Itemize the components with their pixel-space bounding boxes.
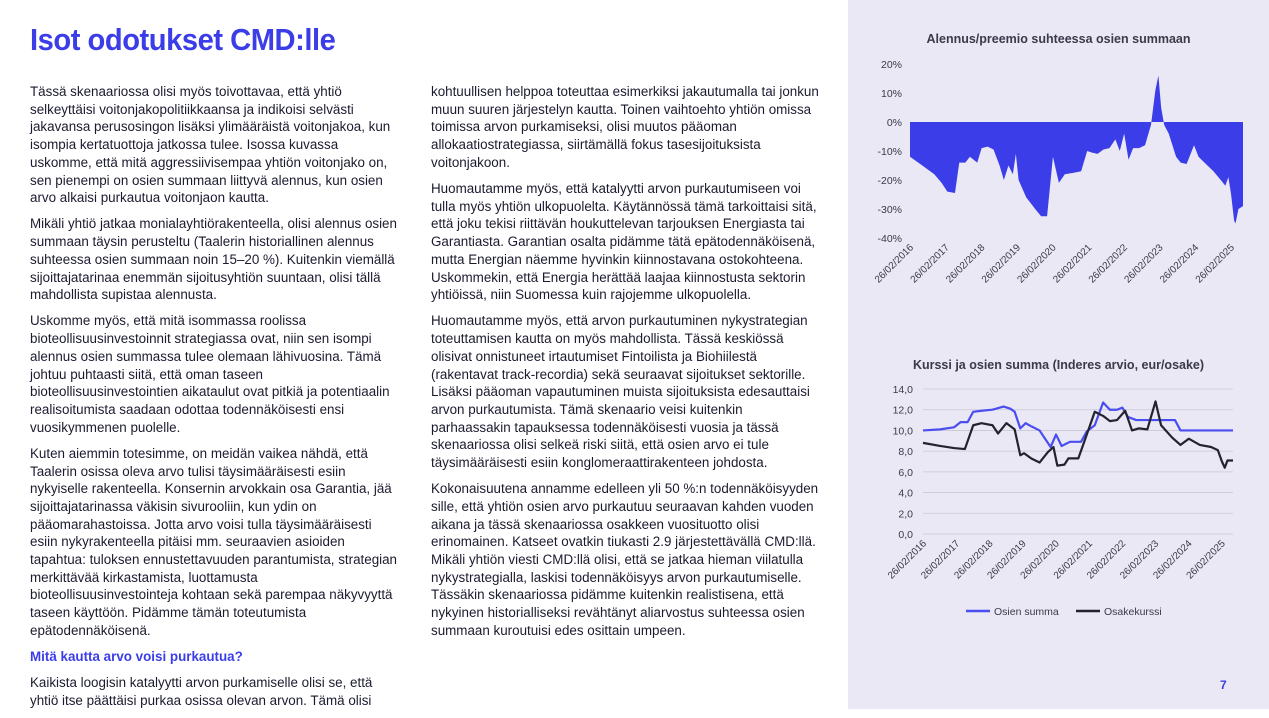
paragraph: Tässä skenaariossa olisi myös toivottavaa, että yhtiö selkeyttäisi voitonjakopolitiikkaansa ja indikoisi selvästi jakavansa perusosingon lisäksi ylimääräistä voitonjakoa, kun isompia kertatuottoja jatkossa tulee. Isossa kuvassa uskomme, että mitä aggressiivisempaa yhtiön voitonjako on, sen pienempi on osien summaan liittyvä alennus, kun osien arvo alkaisi purkautua voitonjaon kautta. [30,84,391,206]
x-tick-label: 26/02/2018 [944,242,988,286]
text-column-left [30,83,402,718]
x-tick-label: 26/02/2017 [908,242,952,286]
paragraph: Kuten aiemmin totesimme, on meidän vaikea nähdä, että Taalerin osissa oleva arvo tulisi täysimääräisesti esiin nykyiselle rakenteella. Konsernin arvokkain osa Garantia, jää sijoittajatarinassa väkisin sivurooliin, kun ydin on pääomarahastoissa. Jotta arvo voisi tulla täysimääräisesti esiin nykyrakenteella pitäisi mm. seuraavien asioiden tapahtua: tuloksen ennustettavuuden parantumista, strategian merkittävää kirkastamista, luottamusta bioteollisuusinvestointeja kohtaan sekä parempaa näkyvyyttä taseen käyttöön. Pidämme tämän toteutumista epätodennäköisenä. [30,445,398,638]
paragraph: Mikäli yhtiö jatkaa monialayhtiörakenteella, olisi alennus osien summaan täysin perusteltu (Taalerin historiallinen alennus suhteessa osien summaan noin 15–20 %). Kuitenkin viemällä sijoittajatarinaa enemmän sijoitusyhtiön suuntaan, olisi tällä mahdollista supistaa alennusta. [30,216,397,303]
paragraph: Kaikista loogisin katalyytti arvon purkamiselle olisi se, että yhtiö itse päättäisi purkaa osissa olevan arvon. Tämä olisi [30,674,373,708]
x-tick-label: 26/02/2025 [1184,538,1228,582]
x-tick-label: 26/02/2025 [1193,242,1237,286]
y-tick-label: -20% [877,175,902,187]
legend-label: Osakekurssi [1104,606,1162,618]
text-column-right [431,83,819,648]
y-tick-label: 14,0 [892,384,913,396]
x-tick-label: 26/02/2016 [872,242,917,286]
y-tick-label: 4,0 [898,487,913,500]
discount-area [910,76,1243,224]
page-number: 7 [1220,678,1227,692]
paragraph: kohtuullisen helppoa toteuttaa esimerkiksi jakautumalla tai jonkun muun suuren järjestelyn kautta. Toinen vaihtoehto yhtiön omissa toimissa arvon purkamiseksi, olisi muutos pääoman allokaatiostrategiassa, siirtämällä fokus tasesijoituksista voitonjakoon. [431,84,819,170]
x-tick-label: 26/02/2016 [885,538,930,582]
y-tick-label: 8,0 [898,446,913,459]
y-tick-label: 10,0 [892,425,913,438]
x-tick-label: 26/02/2020 [1015,242,1059,286]
y-tick-label: -30% [877,204,902,216]
share-price-line [923,401,1233,467]
page-title: Isot odotukset CMD:lle [30,22,336,57]
y-tick-label: 20% [880,59,902,71]
y-tick-label: 12,0 [892,404,913,417]
y-tick-label: 6,0 [898,466,913,479]
section-heading: Mitä kautta arvo voisi purkautua? [30,649,243,665]
y-tick-label: -10% [877,146,902,158]
price-chart [848,376,1269,646]
x-tick-label: 26/02/2019 [979,242,1024,286]
paragraph: Huomautamme myös, että arvon purkautuminen nykystrategian toteuttamisen kautta on myös mahdollista. Tässä keskiössä olisivat onnistuneet irtautumiset Fintoilista ja Biohiilestä (rakentavat track-recordia) sekä seuraavat sijoitukset sektorille. Lisäksi pääoman vapautuminen muista sijoituksista edesauttaisi arvon purkautumista. Tämä skenaario veisi kuitenkin parhaassakin tapauksessa todennäköisesti vuosia ja tässä skenaariossa olisi selkeä riski siitä, että osien arvo ei tule täysimääräisesti esiin konglomeraattirakenteen johdosta. [431,313,810,471]
x-tick-label: 26/02/2021 [1051,538,1096,582]
y-tick-label: -40% [877,233,902,245]
x-tick-label: 26/02/2018 [952,538,996,582]
x-tick-label: 26/02/2024 [1158,242,1202,286]
chart-title-discount: Alennus/preemio suhteessa osien summaan [926,32,1191,46]
x-tick-label: 26/02/2022 [1085,538,1129,582]
x-tick-label: 26/02/2024 [1151,538,1195,582]
y-tick-label: 2,0 [898,508,913,521]
discount-chart [848,50,1269,360]
paragraph: Uskomme myös, että mitä isommassa roolissa bioteollisuusinvestoinnit strategiassa ovat, niin sen isompi alennus osien summassa tulee olemaan lähivuosina. Tämä johtuu puhtaasti siitä, että oman taseen bioteollisuusinvestointien aikataulut ovat pitkiä ja potentiaalin realisoitumista saadaan odottaa todennäköisesti ensi vuosikymmenen puolelle. [30,313,390,435]
x-tick-label: 26/02/2023 [1118,538,1162,582]
x-tick-label: 26/02/2021 [1051,242,1095,286]
paragraph: Huomautamme myös, että katalyytti arvon purkautumiseen voi tulla myös yhtiön ulkopuolelta. Käytännössä tämä tarkoittaisi sitä, että joku tekisi riittävän houkuttelevan tarjouksen Energiasta tai Garantiasta. Garantian osalta pidämme tätä epätodennäköisenä, mutta Energian näemme hyvinkin kiinnostavana ostokohteena. Uskommekin, että Energia herättää laajaa kiinnostusta sektorin yhtiöissä, niin Suomessa kuin rajojemme ulkopuolella. [431,181,817,303]
x-tick-label: 26/02/2020 [1018,538,1062,582]
x-tick-label: 26/02/2023 [1122,242,1166,286]
x-tick-label: 26/02/2022 [1086,242,1130,286]
paragraph: Kokonaisuutena annamme edelleen yli 50 %:n todennäköisyyden sille, että yhtiön osien arvo purkautuu seuraavan kahden vuoden aikana ja tässä skenaariossa osakkeen vuosituotto olisi erinomainen. Katseet ovatkin tiukasti 2.9 järjestettävällä CMD:llä. Mikäli yhtiön viesti CMD:llä olisi, että se jatkaa hieman viilatulla nykystrategialla, laskisi todennäköisyys arvon purkautumiselle. Tässäkin skenaariossa pidämme kuitenkin realistisena, että nykyinen historialliseksi revähtänyt aliarvostus suhteessa osien summaan kuroutuisi edes osittain umpeen. [431,481,819,638]
x-tick-label: 26/02/2019 [985,538,1029,582]
y-tick-label: 0,0 [898,529,913,541]
y-tick-label: 10% [880,88,902,100]
chart-title-price: Kurssi ja osien summa (Inderes arvio, eur/osake) [912,358,1205,372]
x-tick-label: 26/02/2017 [919,538,963,582]
legend-label: Osien summa [994,606,1059,618]
y-tick-label: 0% [886,117,902,129]
chart-panel [848,0,1269,709]
